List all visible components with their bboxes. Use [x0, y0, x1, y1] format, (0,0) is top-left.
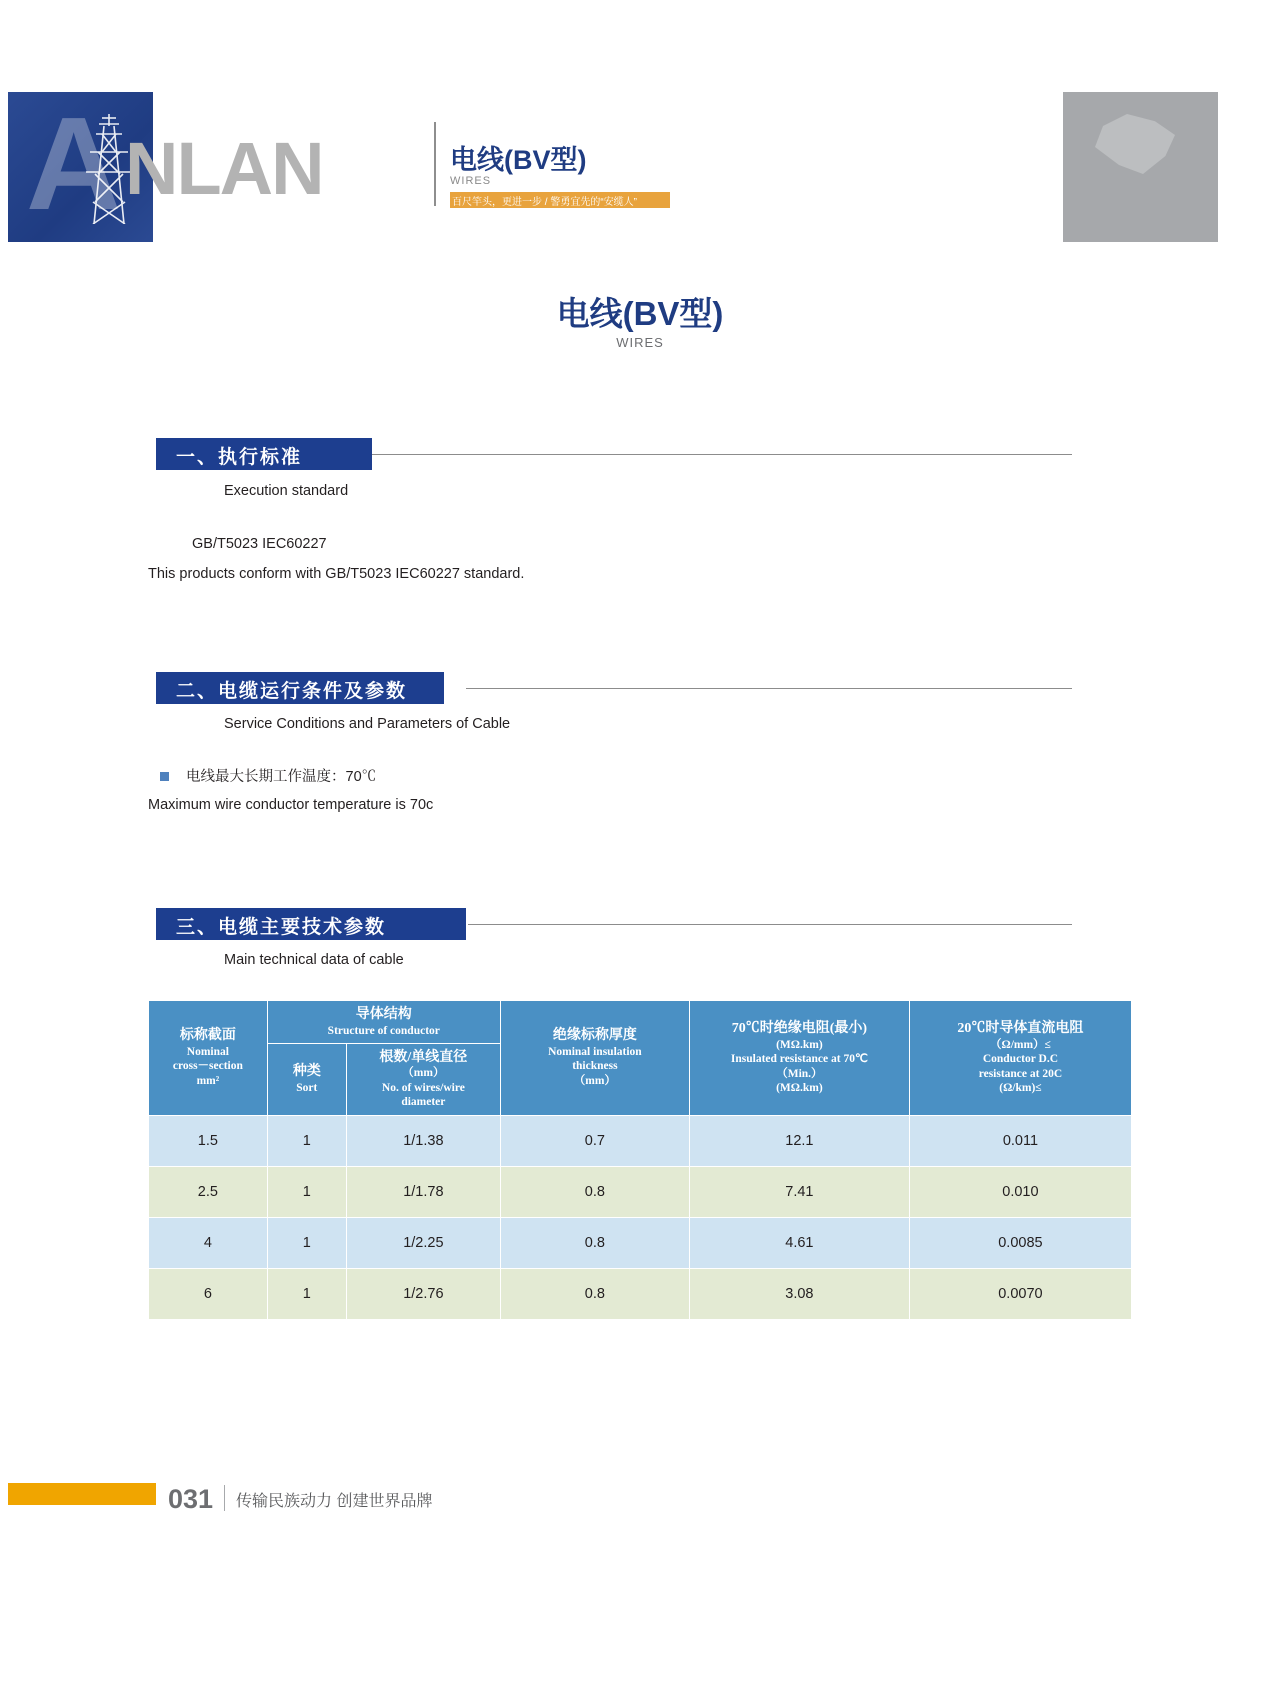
section-3-title: 三、电缆主要技术参数 [176, 917, 387, 938]
th-nominal-cn: 标称截面 [179, 1028, 236, 1044]
cell-insulation: 0.7 [500, 1115, 689, 1166]
th-resistance-en: Insulated resistance at 70℃ [730, 1053, 868, 1066]
th-insulation-unit: （mm） [573, 1074, 616, 1087]
cell-wires: 1/2.76 [346, 1268, 500, 1319]
th-insulation-resistance [689, 1001, 909, 1116]
th-resistance-min: （Min.） [776, 1067, 823, 1080]
page-subtitle: WIRES [616, 335, 664, 350]
cell-insulation: 0.8 [500, 1166, 689, 1217]
section-3-subtitle: Main technical data of cable [224, 952, 404, 968]
section-execution-standard [0, 438, 1280, 598]
cell-wires: 1/1.78 [346, 1166, 500, 1217]
cell-resistance70: 12.1 [689, 1115, 909, 1166]
section-2-title: 二、电缆运行条件及参数 [176, 681, 408, 702]
th-nominal-en: Nominal cross－section mm² [172, 1045, 243, 1087]
section-1-subtitle: Execution standard [224, 483, 349, 499]
cell-sort: 1 [267, 1268, 346, 1319]
th-insulation-en: Nominal insulation thickness [548, 1045, 642, 1073]
th-resistance-unit: (MΩ.km) [776, 1038, 823, 1051]
th-resistance-unit2: (MΩ.km) [776, 1081, 823, 1094]
table-row [149, 1268, 1132, 1319]
section-2-bar [156, 672, 444, 704]
bullet-icon [160, 772, 169, 781]
cell-resistance20: 0.0070 [909, 1268, 1131, 1319]
header-slogan-banner [450, 192, 670, 208]
cell-nominal: 6 [149, 1268, 268, 1319]
header-image-placeholder [1063, 92, 1218, 242]
section-2-line-2: Maximum wire conductor temperature is 70c [148, 797, 434, 813]
cell-resistance20: 0.0085 [909, 1217, 1131, 1268]
table-row [149, 1166, 1132, 1217]
th-dc-unit: （Ω/mm）≤ [989, 1038, 1051, 1051]
cell-nominal: 2.5 [149, 1166, 268, 1217]
th-insulation-cn: 绝缘标称厚度 [552, 1028, 637, 1044]
map-shape-icon [1095, 114, 1175, 174]
logo-wordmark: NLAN [125, 127, 323, 210]
section-technical-data [0, 908, 1280, 998]
section-1-title: 一、执行标准 [176, 447, 303, 468]
th-dc-resistance [909, 1001, 1131, 1116]
table-row [149, 1115, 1132, 1166]
cell-nominal: 4 [149, 1217, 268, 1268]
table-header-row-1 [149, 1001, 1132, 1044]
section-1-bar [156, 438, 372, 470]
th-wire-cn: 根数/单线直径 [379, 1049, 468, 1065]
section-3-bar [156, 908, 466, 940]
header-slogan-text: 百尺竿头，更进一步 / 警勇宜先的“安缆人” [452, 197, 637, 208]
cell-resistance20: 0.010 [909, 1166, 1131, 1217]
th-insulation-thickness [500, 1001, 689, 1116]
section-2-subtitle: Service Conditions and Parameters of Cable [224, 716, 511, 732]
cell-resistance70: 3.08 [689, 1268, 909, 1319]
header-product-title-cn: 电线(BV型) [450, 145, 587, 175]
cell-sort: 1 [267, 1217, 346, 1268]
footer-slogan: 传输民族动力 创建世界品牌 [236, 1493, 433, 1510]
section-1-line-2: This products conform with GB/T5023 IEC60227 standard. [148, 566, 525, 582]
th-structure-group [267, 1001, 500, 1044]
th-structure-en: Structure of conductor [327, 1024, 440, 1037]
logo-letter-a: A [26, 92, 118, 237]
page-number: 031 [168, 1484, 214, 1514]
footer-divider [224, 1485, 225, 1511]
th-wire-unit: （mm） [402, 1067, 445, 1080]
th-nominal-cross-section [149, 1001, 268, 1116]
th-dc-unit2: (Ω/km)≤ [999, 1081, 1042, 1094]
cell-resistance20: 0.011 [909, 1115, 1131, 1166]
th-sort-en: Sort [296, 1081, 318, 1094]
section-2-line-1: 电线最大长期工作温度：70℃ [186, 769, 377, 785]
section-rule [466, 688, 1072, 689]
th-structure-cn: 导体结构 [355, 1007, 412, 1022]
header-divider [434, 122, 436, 206]
th-resistance-cn: 70℃时绝缘电阻(最小) [731, 1021, 868, 1037]
cell-sort: 1 [267, 1115, 346, 1166]
th-sort [267, 1043, 346, 1115]
page-header [0, 92, 1280, 242]
cell-insulation: 0.8 [500, 1217, 689, 1268]
header-product-title-en: WIRES [450, 175, 492, 187]
section-rule [372, 454, 1072, 455]
cell-resistance70: 7.41 [689, 1166, 909, 1217]
table-body [149, 1115, 1132, 1319]
technical-data-table [148, 1000, 1132, 1320]
th-sort-cn: 种类 [292, 1064, 321, 1080]
page-title: 电线(BV型) [556, 295, 724, 332]
cell-resistance70: 4.61 [689, 1217, 909, 1268]
th-wire-en: No. of wires/wire diameter [381, 1081, 465, 1109]
table-row [149, 1217, 1132, 1268]
section-service-conditions [0, 672, 1280, 852]
th-dc-cn: 20℃时导体直流电阻 [957, 1021, 1084, 1037]
cell-sort: 1 [267, 1166, 346, 1217]
footer-accent-bar [8, 1483, 156, 1505]
section-rule [468, 924, 1072, 925]
cell-nominal: 1.5 [149, 1115, 268, 1166]
th-wire-diameter [346, 1043, 500, 1115]
cell-wires: 1/2.25 [346, 1217, 500, 1268]
cell-insulation: 0.8 [500, 1268, 689, 1319]
th-dc-en: Conductor D.C resistance at 20C [978, 1053, 1063, 1080]
cell-wires: 1/1.38 [346, 1115, 500, 1166]
section-1-line-1: GB/T5023 IEC60227 [192, 536, 327, 552]
